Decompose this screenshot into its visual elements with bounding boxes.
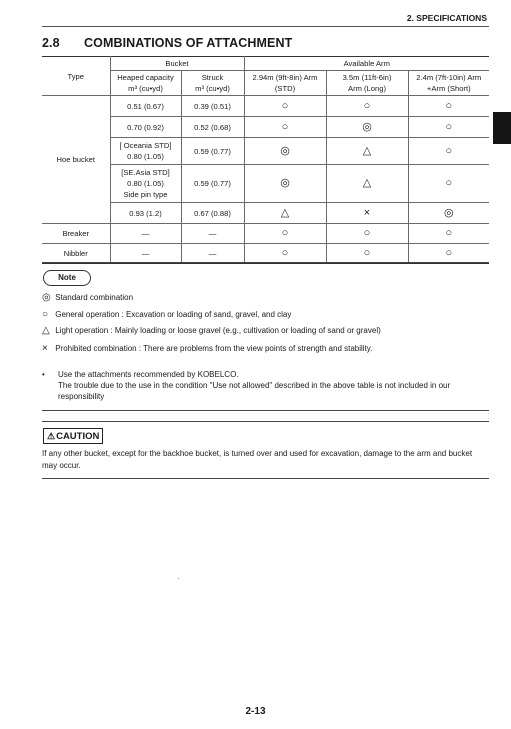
section-header-label: 2. SPECIFICATIONS <box>406 13 487 23</box>
arm-long-line2: Arm (Long) <box>348 84 386 93</box>
bullet-icon: • <box>42 370 45 379</box>
double-circle-icon: ◎ <box>42 292 51 303</box>
arm-std-cell: ○ <box>244 117 326 138</box>
circle-icon: ○ <box>42 309 49 320</box>
heaped-cell: 0.51 (0.67) <box>110 96 181 117</box>
table-row <box>42 203 489 224</box>
arm-short-cell: ◎ <box>408 203 489 224</box>
section-number: 2.8 <box>42 36 60 50</box>
page-number: 2-13 <box>245 706 266 717</box>
arm-long-cell: ○ <box>326 244 408 264</box>
legend-text: Standard combination <box>55 293 134 302</box>
rule-before-caution <box>42 421 489 422</box>
cross-icon: × <box>42 343 48 354</box>
heaped-cell: 0.70 (0.92) <box>110 117 181 138</box>
rule-after-note <box>42 410 489 411</box>
nibbler-type-cell: Nibbler <box>42 244 110 264</box>
recommendation-block <box>42 369 489 402</box>
hoe-bucket-type-cell: Hoe bucket <box>42 96 110 224</box>
arm-std-cell: ○ <box>244 244 326 264</box>
warning-triangle-icon: ⚠ <box>47 431 56 441</box>
arm-short-cell: ○ <box>408 244 489 264</box>
arm-short-line1: 2.4m (7ft-10in) Arm <box>416 73 482 82</box>
available-arm-header: Available Arm <box>244 57 489 71</box>
combinations-table <box>42 56 489 264</box>
breaker-type-cell: Breaker <box>42 224 110 244</box>
heaped-cell: 0.93 (1.2) <box>110 203 181 224</box>
struck-cell: — <box>181 224 244 244</box>
type-header: Type <box>42 57 110 96</box>
arm-std-line2: (STD) <box>274 84 296 93</box>
arm-short-cell: ○ <box>408 224 489 244</box>
scan-speck <box>178 578 179 579</box>
table-row <box>42 117 489 138</box>
heaped-cell-line2: 0.80 (1.05) <box>127 152 164 161</box>
arm-long-cell: ○ <box>326 224 408 244</box>
bucket-header: Bucket <box>110 57 244 71</box>
caution-badge <box>43 428 103 444</box>
arm-long-cell: △ <box>326 165 408 203</box>
table-row <box>42 138 489 165</box>
struck-cell: — <box>181 244 244 264</box>
struck-cell: 0.59 (0.77) <box>181 165 244 203</box>
rule-after-table <box>42 262 489 263</box>
heaped-cell-line3: Side pin type <box>123 190 168 199</box>
arm-short-line2: +Arm (Short) <box>426 84 471 93</box>
legend-text: Light operation : Mainly loading or loose gravel (e.g., cultivation or loading of sand or gravel) <box>55 326 381 335</box>
struck-header <box>181 71 244 96</box>
arm-short-cell: ○ <box>408 138 489 165</box>
arm-std-cell: ◎ <box>244 165 326 203</box>
legend-general <box>42 309 291 320</box>
arm-std-cell: ○ <box>244 224 326 244</box>
arm-std-header <box>244 71 326 96</box>
heaped-cell-line2: 0.80 (1.05) <box>127 179 164 188</box>
heaped-capacity-header <box>110 71 181 96</box>
legend-prohibited <box>42 343 372 354</box>
heaped-cell: — <box>110 244 181 264</box>
heaped-cell: — <box>110 224 181 244</box>
arm-short-header <box>408 71 489 96</box>
heaped-cell <box>110 138 181 165</box>
arm-long-cell: × <box>326 203 408 224</box>
legend-light <box>42 325 381 336</box>
arm-std-line1: 2.94m (9ft-8in) Arm <box>252 73 318 82</box>
table-row <box>42 96 489 117</box>
arm-long-line1: 3.5m (11ft-6in) <box>342 73 392 82</box>
rule-after-caution <box>42 478 489 479</box>
note-badge: Note <box>43 270 91 286</box>
struck-cell: 0.59 (0.77) <box>181 138 244 165</box>
caution-label: CAUTION <box>56 431 100 442</box>
legend-text: Prohibited combination : There are problems from the view points of strength and stability. <box>55 344 373 353</box>
struck-header-line1: Struck <box>201 73 224 82</box>
arm-long-cell: ◎ <box>326 117 408 138</box>
arm-short-cell: ○ <box>408 165 489 203</box>
heaped-cell-line1: [SE.Asia STD] <box>121 168 170 177</box>
caution-text: If any other bucket, except for the backhoe bucket, is turned over and used for excavation, damage to the arm and bucket may occur. <box>42 449 473 470</box>
arm-long-header <box>326 71 408 96</box>
legend-standard <box>42 292 133 303</box>
heaped-header-line1: Heaped capacity <box>117 73 174 82</box>
legend-text: General operation : Excavation or loading of sand, gravel, and clay <box>55 310 292 319</box>
recommendation-line2: The trouble due to the use in the condition "Use not allowed" described in the above table is not included in our responsibility <box>58 381 451 401</box>
heaped-header-line2: m³ (cu•yd) <box>128 84 163 93</box>
table-row <box>42 244 489 264</box>
heaped-cell <box>110 165 181 203</box>
triangle-icon: △ <box>42 325 50 336</box>
struck-cell: 0.52 (0.68) <box>181 117 244 138</box>
arm-long-cell: ○ <box>326 96 408 117</box>
table-row <box>42 224 489 244</box>
heaped-cell-line1: [ Oceania STD] <box>119 141 172 150</box>
arm-std-cell: ○ <box>244 96 326 117</box>
struck-cell: 0.67 (0.88) <box>181 203 244 224</box>
table-header-row <box>42 57 489 71</box>
table-row <box>42 165 489 203</box>
arm-short-cell: ○ <box>408 117 489 138</box>
recommendation-line1: Use the attachments recommended by KOBELCO. <box>58 370 239 379</box>
arm-std-cell: △ <box>244 203 326 224</box>
arm-long-cell: △ <box>326 138 408 165</box>
arm-short-cell: ○ <box>408 96 489 117</box>
table-subheader-row <box>42 71 489 96</box>
arm-std-cell: ◎ <box>244 138 326 165</box>
section-title-text: COMBINATIONS OF ATTACHMENT <box>84 36 293 50</box>
struck-header-line2: m³ (cu•yd) <box>195 84 230 93</box>
header-rule <box>42 26 489 27</box>
struck-cell: 0.39 (0.51) <box>181 96 244 117</box>
section-title <box>42 36 292 50</box>
side-thumb-tab <box>493 112 511 144</box>
